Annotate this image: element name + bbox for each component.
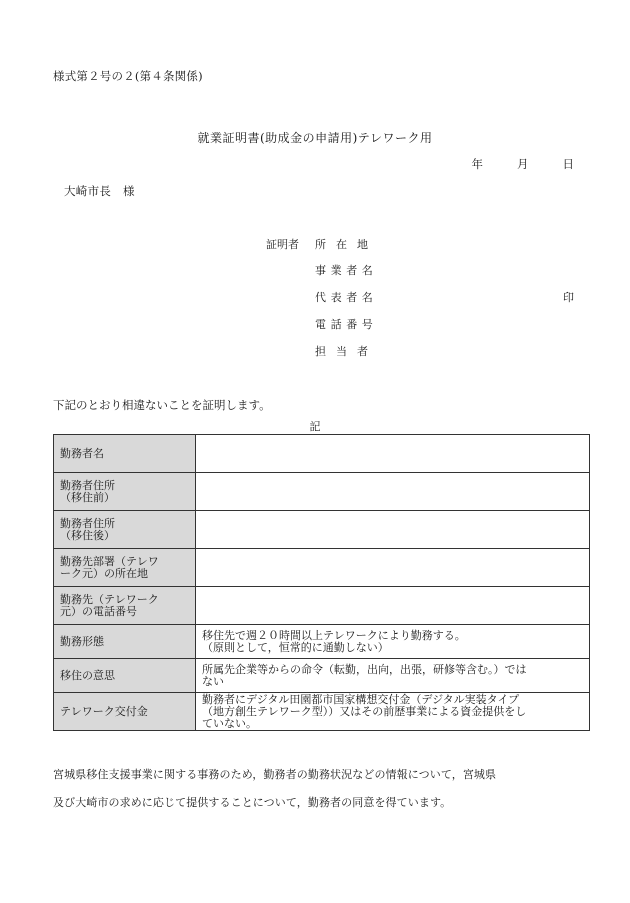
table-value[interactable] [196, 435, 590, 473]
consent-note-line-1: 宮城県移住支援事業に関する事務のため，勤務者の勤務状況などの情報について，宮城県 [53, 768, 497, 781]
seal-mark: 印 [563, 291, 574, 304]
table-row-address-before [54, 473, 590, 511]
table-value[interactable] [196, 549, 590, 587]
certifier-field-representative: 代表者名 [315, 291, 378, 304]
table-label: 勤務形態 [54, 625, 196, 659]
table-row-relocation-intent [54, 659, 590, 693]
table-label: 移住の意思 [54, 659, 196, 693]
table-row-address-after [54, 511, 590, 549]
date-line [472, 156, 575, 172]
date-month-label: 月 [517, 157, 529, 171]
table-label: テレワーク交付金 [54, 693, 196, 731]
certifier-field-contact-person: 担当者 [315, 345, 378, 358]
certifier-label: 証明者 [266, 238, 299, 251]
table-label: 勤務者住所 （移住後） [54, 511, 196, 549]
details-table [53, 434, 590, 731]
table-label: 勤務者住所 （移住前） [54, 473, 196, 511]
form-number: 様式第２号の２(第４条関係) [53, 69, 203, 83]
table-value: 移住先で週２０時間以上テレワークにより勤務する。 （原則として，恒常的に通勤しない） [196, 625, 590, 659]
consent-note-line-2: 及び大崎市の求めに応じて提供することについて，勤務者の同意を得ています。 [53, 796, 452, 809]
table-row-workplace-phone [54, 587, 590, 625]
table-label: 勤務先部署（テレワ ーク元）の所在地 [54, 549, 196, 587]
certifier-field-phone: 電話番号 [315, 318, 378, 331]
table-row-telework-grant [54, 693, 590, 731]
table-value: 勤務者にデジタル田園都市国家構想交付金（デジタル実装タイプ （地方創生テレワーク型））又はその前歴事業による資金提供をし ていない。 [196, 693, 590, 731]
table-value[interactable] [196, 473, 590, 511]
intro-statement: 下記のとおり相違ないことを証明します。 [53, 398, 271, 412]
table-label: 勤務先（テレワーク 元）の電話番号 [54, 587, 196, 625]
addressee: 大崎市長 様 [64, 184, 135, 198]
ki-heading: 記 [309, 420, 321, 433]
certifier-field-business-name: 事業者名 [315, 264, 378, 277]
table-value[interactable] [196, 587, 590, 625]
date-year-label: 年 [471, 157, 483, 171]
document-title: 就業証明書(助成金の申請用)テレワーク用 [197, 131, 433, 145]
table-value[interactable] [196, 511, 590, 549]
date-day-label: 日 [562, 157, 574, 171]
table-row-work-style [54, 625, 590, 659]
certifier-field-address: 所在地 [315, 238, 378, 251]
table-value: 所属先企業等からの命令（転勤，出向，出張，研修等含む。）では ない [196, 659, 590, 693]
table-row-workplace-location [54, 549, 590, 587]
table-row-worker-name [54, 435, 590, 473]
table-label: 勤務者名 [54, 435, 196, 473]
